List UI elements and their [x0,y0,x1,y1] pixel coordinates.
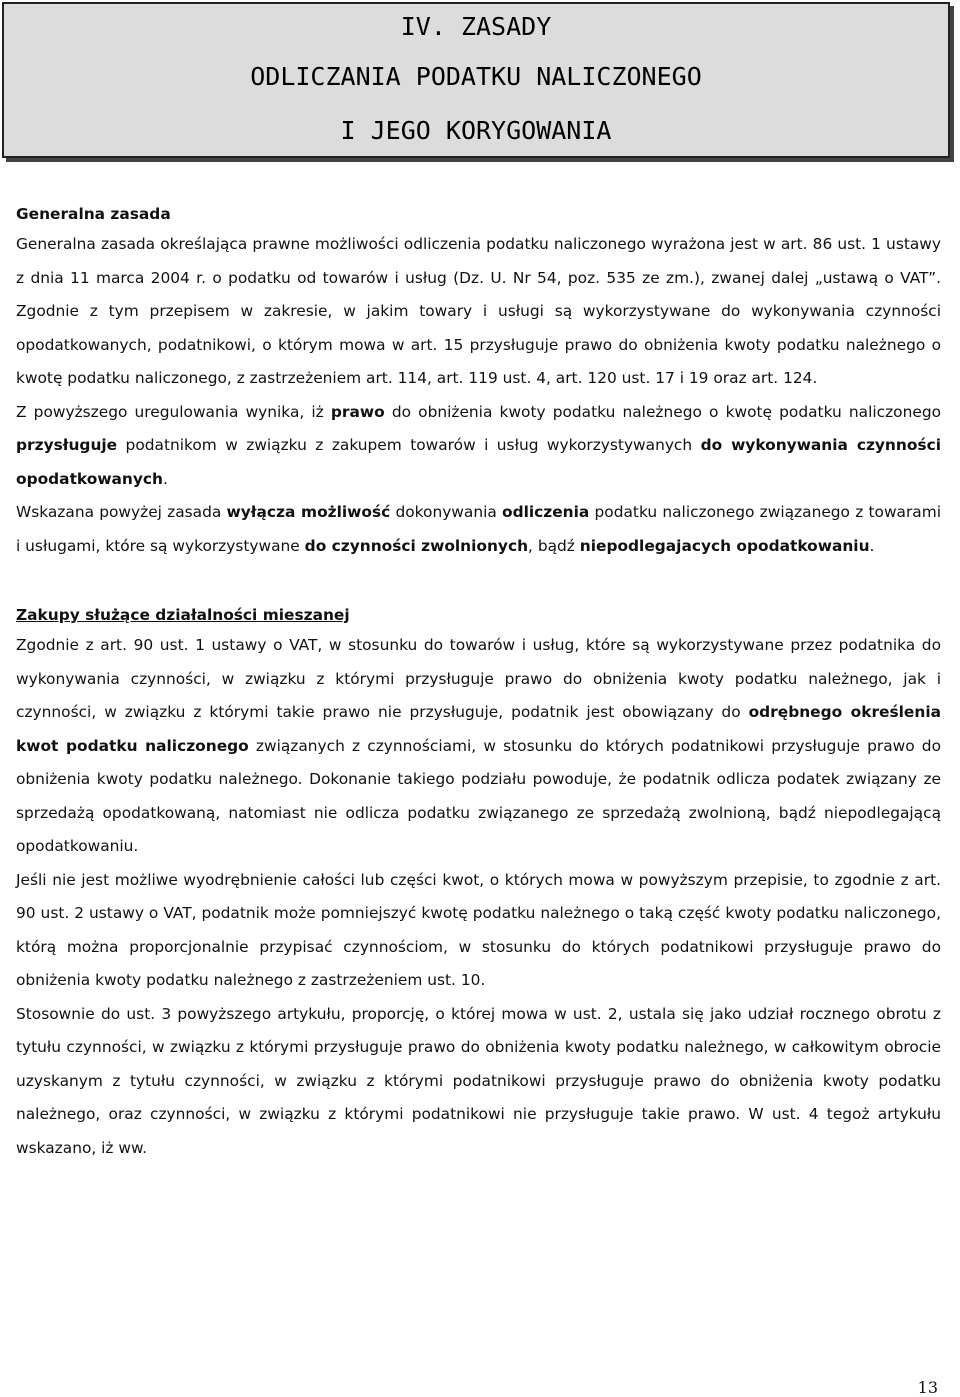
bold-text: niepodlegajacych opodatkowaniu [579,536,870,555]
bold-text: do wykonywania czynności opodatkowanych [16,436,941,488]
chapter-title-line-3: I JEGO KORYGOWANIA [340,116,612,145]
text-run: dokonywania [390,503,503,521]
bold-text: wyłącza możliwość [226,503,391,521]
text-run: . [869,536,875,555]
chapter-title-box [2,2,950,158]
chapter-title-line-1: IV. ZASADY [400,12,552,41]
text-run: , bądź [528,536,580,555]
bold-text: do czynności zwolnionych [304,536,529,555]
text-run: Wskazana powyżej zasada [16,503,227,521]
bold-text: przysługuje [16,436,118,454]
text-run: Z powyższego uregulowania wynika, iż [16,402,331,421]
paragraph: Jeśli nie jest możliwe wyodrębnienie całości lub części kwot, o których mowa w powyższym przepisie, to zgodnie z art. 90 ust. 2 ustawy o VAT, podatnik może pomniejszyć kwotę podatku należnego o taką część kwoty podatku naliczonego, którą można proporcjonalnie przypisać czynnościom, w stosunku do których podatnikowi przysługuje prawo do obniżenia kwoty podatku należnego z zastrzeżeniem ust. 10. [16,870,941,989]
text-run: podatku naliczonego związanego z towarami i usługami, które są wykorzystywane [16,503,941,555]
chapter-title-line-2: ODLICZANIA PODATKU NALICZONEGO [250,62,702,91]
bold-text: odrębnego określenia kwot podatku naliczonego [16,703,941,755]
page-number: 13 [917,1378,938,1397]
bold-text: prawo [330,402,385,421]
bold-text: odliczenia [502,503,590,521]
paragraph [16,396,941,497]
text-run: podatnikom w związku z zakupem towarów i usług wykorzystywanych [117,436,701,454]
paragraph [16,496,941,563]
paragraph [16,629,941,864]
text-run: związanych z czynnościami, w stosunku do których podatnikowi przysługuje prawo do obniżenia kwoty podatku należnego. Dokonanie takiego podziału powoduje, że podatnik odlicza podatek związany ze sprzedażą opodatkowaną, natomiast nie odlicza podatku związanego ze sprzedażą zwolnioną, bądź niepodlegającą opodatkowaniu. [16,736,941,855]
text-run: Generalna zasada określająca prawne możliwości odliczenia podatku naliczonego wyrażona jest w art. 86 ust. 1 ustawy z dnia 11 marca 2004 r. o podatku od towarów i usług (Dz. U. Nr 54, poz. 535 ze zm.), zwanej dalej „ustawą o VAT”. Zgodnie z tym przepisem w zakresie, w jakim towary i usługi są wykorzystywane do wykonywania czynności opodatkowanych, podatnikowi, o którym mowa w art. 15 przysługuje prawo do obniżenia kwoty podatku należnego o kwotę podatku naliczonego, z zastrzeżeniem art. 114, art. 119 ust. 4, art. 120 ust. 17 i 19 oraz art. 124. [16,235,941,387]
paragraph [16,228,941,396]
text-run: . [163,469,168,488]
text-run: do obniżenia kwoty podatku należnego o kwotę podatku naliczonego [384,402,941,421]
section-heading-generalna-zasada: Generalna zasada [16,205,171,223]
text-run: Zgodnie z art. 90 ust. 1 ustawy o VAT, w stosunku do towarów i usług, które są wykorzystywane przez podatnika do wykonywania czynności, w związku z którymi przysługuje prawo do obniżenia kwoty podatku należnego, jak i czynności, w związku z którymi takie prawo nie przysługuje, podatnik jest obowiązany do [16,636,941,721]
document-body [16,200,941,1165]
paragraph: Stosownie do ust. 3 powyższego artykułu, proporcję, o której mowa w ust. 2, ustala się jako udział rocznego obrotu z tytułu czynności, w związku z którymi przysługuje prawo do obniżenia kwoty podatku należnego, w całkowitym obrocie uzyskanym z tytułu czynności, w związku z którymi podatnikowi przysługuje prawo do obniżenia kwoty podatku należnego, oraz czynności, w związku z którymi podatnikowi nie przysługuje takie prawo. W ust. 4 tegoż artykułu wskazano, iż ww. [16,1004,941,1157]
spacer [16,563,941,601]
section-heading-zakupy: Zakupy służące działalności mieszanej [16,606,350,624]
